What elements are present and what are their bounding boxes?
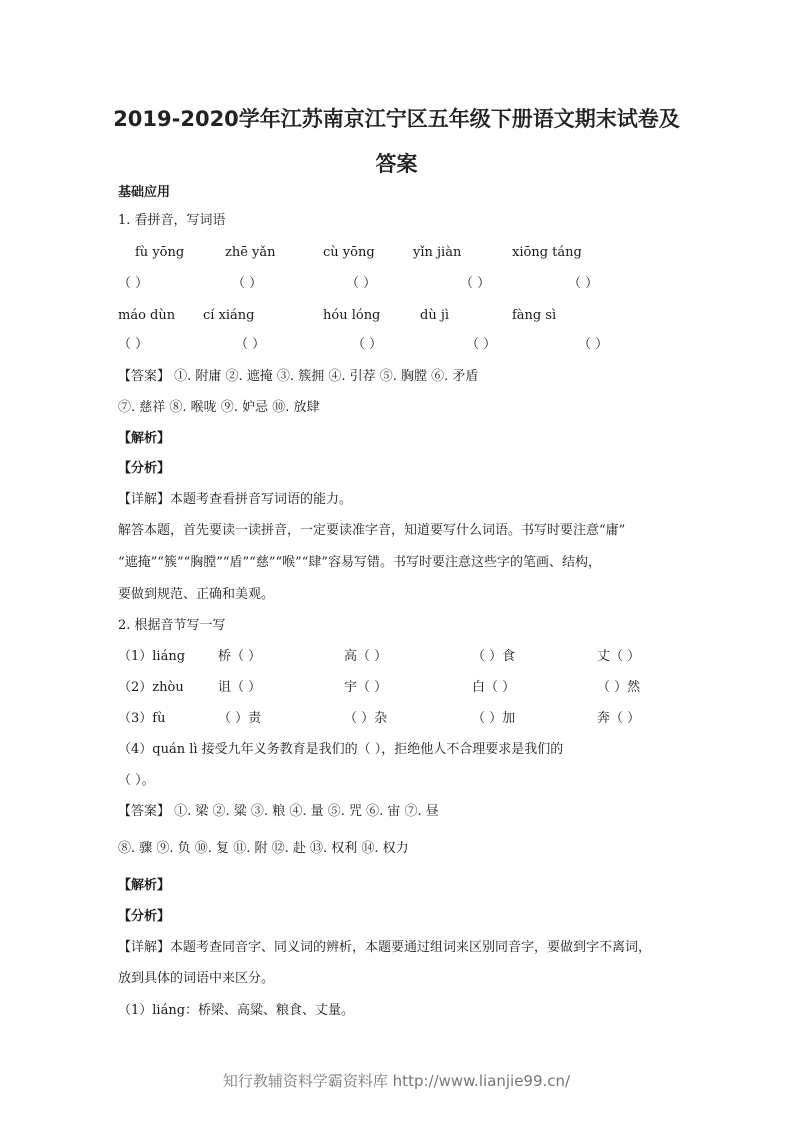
q1-blank: （ ）: [460, 276, 491, 291]
q1-blank: （ ）: [352, 337, 383, 352]
section-heading: 基础应用: [118, 185, 171, 200]
q2-cell: （ ）责: [218, 711, 262, 726]
q2-cell: （1）liáng: [118, 649, 186, 664]
q2-cell: （ ）杂: [344, 711, 388, 726]
q1-para: 解答本题，首先要读一读拼音，一定要读准字音，知道要写什么词语。书写时要注意“庸”: [118, 523, 626, 538]
q1-prompt: 1. 看拼音，写词语: [118, 213, 226, 228]
page-title-line1: 2019-2020学年江苏南京江宁区五年级下册语文期末试卷及: [113, 107, 680, 131]
q2-answer-cont: ⑧. 骤 ⑨. 负 ⑩. 复 ⑪. 附 ⑫. 赴 ⑬. 权利 ⑭. 权力: [118, 841, 409, 856]
footer-watermark[interactable]: 知行教辅资料学霸资料库 http://www.lianjie99.cn/: [222, 1072, 571, 1090]
page-title-line2: 答案: [375, 152, 418, 176]
q1-pinyin: xiōng táng: [512, 245, 582, 260]
q1-blank: （ ）: [118, 276, 149, 291]
q2-detail: 【详解】本题考查同音字、同义词的辨析，本题要通过组词来区别同音字，要做到字不离词，: [118, 940, 652, 955]
q1-blank: （ ）: [118, 337, 149, 352]
q1-blank: （ ）: [232, 276, 263, 291]
q2-cell: 桥（ ）: [218, 649, 262, 664]
q1-pinyin: cí xiáng: [203, 308, 255, 323]
q2-prompt: 2. 根据音节写一写: [118, 618, 226, 633]
q2-answer: 【答案】 ①. 梁 ②. 粱 ③. 粮 ④. 量 ⑤. 咒 ⑥. 宙 ⑦. 昼: [118, 804, 439, 819]
q2-row5: （ ）。: [118, 773, 155, 788]
q1-para: 要做到规范、正确和美观。: [118, 587, 275, 602]
q1-detail: 【详解】本题考查看拼音写词语的能力。: [118, 492, 353, 507]
q1-blank: （ ）: [568, 276, 599, 291]
q1-answer-cont: ⑦. 慈祥 ⑧. 喉咙 ⑨. 妒忌 ⑩. 放肆: [118, 400, 320, 415]
q2-cell: （ ）加: [472, 711, 516, 726]
q2-row4: （4）quán lì 接受九年义务教育是我们的（ ），拒绝他人不合理要求是我们的: [118, 742, 564, 757]
q2-detail-item: （1）liáng：桥梁、高粱、粮食、丈量。: [118, 1003, 355, 1018]
q1-blank: （ ）: [235, 337, 266, 352]
q1-answer: 【答案】 ①. 附庸 ②. 遮掩 ③. 簇拥 ④. 引荐 ⑤. 胸膛 ⑥. 矛盾: [118, 369, 479, 384]
q1-para: “遮掩”“簇”“胸膛”“盾”“慈”“喉”“肆”容易写错。书写时要注意这些字的笔画、结构，: [118, 555, 602, 570]
q1-blank: （ ）: [578, 337, 609, 352]
q1-pinyin: hóu lóng: [323, 308, 381, 323]
q1-pinyin: máo dùn: [118, 308, 176, 323]
q1-blank: （ ）: [346, 276, 377, 291]
q2-cell: （3）fù: [118, 711, 166, 726]
q2-cell: （2）zhòu: [118, 680, 184, 695]
q2-cell: 奔（ ）: [597, 711, 641, 726]
q2-jiexi: 【解析】: [118, 878, 171, 893]
q2-cell: 白（ ）: [472, 680, 516, 695]
q2-cell: 高（ ）: [344, 649, 388, 664]
q2-cell: （ ）食: [472, 649, 516, 664]
q1-blank: （ ）: [466, 337, 497, 352]
q1-pinyin: fù yōng: [135, 245, 185, 260]
q1-pinyin: fàng sì: [512, 308, 557, 323]
q1-pinyin: cù yōng: [323, 245, 375, 260]
q1-pinyin: zhē yǎn: [225, 245, 276, 260]
q2-cell: （ ）然: [597, 680, 641, 695]
q2-fenxi: 【分析】: [118, 909, 171, 924]
q2-cell: 诅（ ）: [218, 680, 262, 695]
q1-pinyin: yǐn jiàn: [413, 245, 462, 260]
q1-pinyin: dù jì: [420, 308, 450, 323]
q2-detail-cont: 放到具体的词语中来区分。: [118, 971, 275, 986]
q1-fenxi: 【分析】: [118, 461, 171, 476]
q2-cell: 宇（ ）: [344, 680, 388, 695]
q2-cell: 丈（ ）: [597, 649, 641, 664]
q1-jiexi: 【解析】: [118, 431, 171, 446]
